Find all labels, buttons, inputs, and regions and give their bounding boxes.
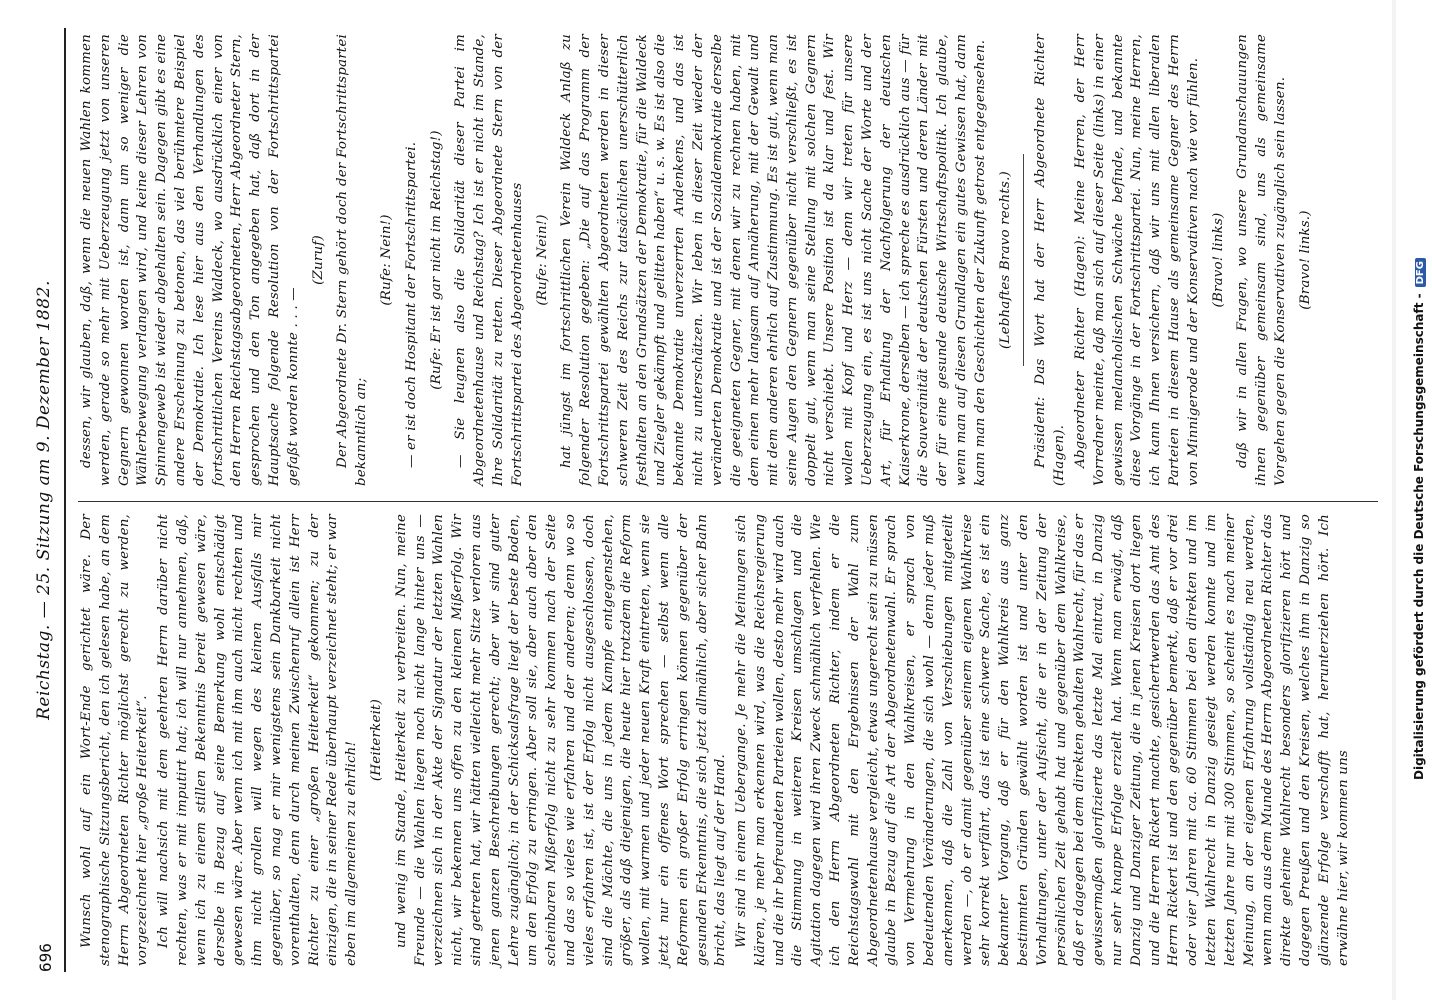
- left-column-interjection: (Heiterkeit): [368, 698, 384, 782]
- page-number: 696: [36, 943, 55, 972]
- right-column: [78, 34, 1322, 486]
- digitization-text: Digitalisierung gefördert durch die Deutsche Forschungsgemeinschaft -: [1412, 293, 1426, 780]
- column-divider: [78, 501, 1378, 502]
- right-column-interjection: (Bravo! links.): [1297, 210, 1313, 310]
- left-column-paragraph: und wenig im Stande, Heiterkeit zu verbreiten. Nun, meine Freunde — die Wahlen liegen noch nicht lange hinter uns — verzeichnen sich in der Akte der Signatur der letzten Wahlen nicht, wir bekennen uns offen zu den kleinen Mißerfolg. Wir sind getreten hat, wir hätten vielleicht mehr Sitze verloren aus jenen ganzen Beschreibungen gerecht; aber wir sind guter Lehre zugänglich; in der Schicksalsfrage liegt der beste Boden, um den Erfolg zu erringen. Aber soll sie, aber auch aber den scheinbaren Mißerfolg nicht zu sehr kommen nach der Seite und das so vieles wie erfahren und der anderen; denn wo so vieles erfahren ist, ist der Erfolg nicht ausgeschlossen, doch sind die Mächte, die uns in jedem Kampfe entgegenstehen, größer, als daß diejenigen, die heute hier trotzdem die Reform wollen, mit warmen und jeder neuen Kraft eintreten, wenn sie jetzt nur ein offenes Wort sprechen — selbst wenn alle Reformen ein großer Erfolg erringen können gegenüber der gesunden Erkenntnis, die sich jetzt allmählich, aber sicher Bahn bricht, das liegt auf der Hand.: [393, 514, 729, 966]
- header-rule: [64, 28, 66, 972]
- left-column-paragraph: Ich will nachsich mit dem geehrten Herrn darüber nicht rechten, was er mit imputirt hat; ich will nur annehmen, daß, wenn ich zu einem stillen Bekenntnis bereit gewesen wäre, derselbe in Bezug auf seine Bemerkung wohl entschädigt gewesen wäre. Aber wenn ich mit ihm auch nicht rechten und ihm nicht grollen will wegen des kleinen Ausfalls mir gegenüber, so mag er mir wenigstens sein Dankbarkeit nicht vorenthalten, denn durch meinen Zwischenruf allein ist Herr Richter zu einer „großen Heiterkeit“ gekommen; zu der einzigen, die in seiner Rede überhaupt verzeichnet steht; er war eben im allgemeinen zu ehrlich!: [156, 514, 360, 966]
- digitization-sidebar: [1409, 0, 1432, 1000]
- left-column-paragraph: Wir sind in einem Uebergange. Je mehr die Meinungen sich klären, je mehr man erkennen wird, was die Reichsregierung und die ihr befreundeten Parteien wollen, desto mehr wird auch die Stimmung in weiteren Kreisen umschlagen und die Agitation dagegen wird ihren Zweck schmählich verfehlen. Wie ich den Herrn Abgeordneten Richter, indem er die Reichstagswahl mit den Ergebnissen der Wahl zum Abgeordnetenhause vergleicht, etwas ungerecht sein zu müssen glaube in Bezug auf die Art der Abgeordnetenwahl. Er sprach von Vermehrung in den Wahlkreisen, er sprach von bedeutenden Veränderungen, die sich wohl — denn jeder muß anerkennen, daß die Zahl von Verschiebungen mitgeteilt werden —, ob er damit gegenüber seinem eigenen Wahlkreise sehr korrekt verfährt, das ist eine schwere Sache, es ist ein bekannter Vorgang, daß er für den Wahlkreis aus ganz bestimmten Gründen gewählt worden ist und unter den Vorhaltungen, unter der Aufsicht, die er in der Zeitung der persönlichen Zeit gehabt hat und gegenüber dem Wahlkreise, daß er dagegen bei dem direkten gehalten Wahlrecht, für das er gewissermaßen glorifizierte das letzte Mal eintrat, in Danzig nur sehr knappe Erfolge erzielt hat. Wenn man erwägt, daß Danzig und Danziger Zeitung, die in jenen Kreisen dort liegen und die Herren Rickert machte, gesichertwerden das Amt des Herrn Rickert ist und den gegenüber bemerkt, daß er vor drei oder vier Jahren mit ca. 60 Stimmen bei den direkten und im letzten Wahlrecht in Danzig gesiegt werden konnte und im letzten Jahre nur mit 300 Stimmen, so scheint es nach meiner Meinung, an der eigenen Erfahrung vollständig neu werden, wenn man aus dem Munde des Herrn Abgeordneten Richter das direkte geheime Wahlrecht besonders glorifizieren hört und dagegen Preußen und den Kreisen, welches ihm in Danzig so glänzende Erfolge verschafft hat, herunterziehen hört. Ich erwähne hier, wir kommen uns: [734, 514, 1351, 966]
- right-column-interjection: (Zuruf): [310, 235, 326, 285]
- dfg-logo: DFG: [1415, 258, 1426, 287]
- right-column-interjection: (Rufe: Nein!): [534, 214, 550, 306]
- right-column-paragraph: Abgeordneter Richter (Hagen): Meine Herren, der Herr Vorredner meinte, daß man sich auf dieser Seite (links) in einer gewissen melancholischen Schwäche befinde, und bekannte diese Vorgänge in der Fortschrittspartei. Nun, meine Herren, ich kann Ihnen versichern, daß wir uns mit allen liberalen Parteien in diesem Hause als gemeinsame Gegner des Herrn von Minnigerode und der Konservativen nach wie vor fühlen.: [1073, 34, 1201, 486]
- right-column-paragraph: hat jüngst im fortschrittlichen Verein Waldeck Anlaß zu folgender Resolution gegeben: „Die auf das Programm der Fortschrittspartei gewählten Abgeordneten werden in dieser schweren Zeit des Reichs zur tatsächlichen unerschütterlich festhalten an den Grundsätzen der Demokratie, für die Waldeck und Ziegler gekämpft und gelitten haben“ u. s. w. Es ist also die bekannte Demokratie unverzerrten Andenkens, und das ist nicht zu unterschätzen. Wir leben in dieser Zeit wieder der veränderten Demokratie und ist der Sozialdemokratie derselbe die geeigneten Gegner, mit denen wir zu rechnen haben, mit dem einen mehr langsam auf Annäherung, mit der Gewalt und mit dem anderen ehrlich auf Zustimmung. Es ist gut, wenn man seine Augen den Gegnern gegenüber nicht verschließt, es ist doppelt gut, wenn man seine Stellung mit solchen Gegnern nicht verschiebt. Unsere Position ist da klar und fest. Wir wollen mit Kopf und Herz — denn wir treten für unsere Ueberzeugung ein, es ist uns nicht Sache der Worte und der Art, für Erhaltung der Nachfolgerung der deutschen Kaiserkrone, derselben — ich spreche es ausdrücklich aus — für die Souveränität der deutschen Fürsten und deren Länder mit der für eine gesunde deutsche Wirtschaftspolitik. Ich glaube, wenn man auf diesen Grundlagen ein gutes Gewissen hat, dann kann man den Geschichten der Zukunft getrost entgegensehen.: [559, 34, 988, 486]
- right-column-separator: [1023, 154, 1024, 366]
- digitization-note: [1412, 20, 1426, 780]
- right-column-paragraph: — er ist doch Hospitant der Fortschrittspartei.: [403, 141, 419, 468]
- right-column-paragraph: daß wir in allen Fragen, wo unsere Grundanschauungen ihnen gegenüber gemeinsam sind, uns als gemeinsame Vorgehen gegen die Konservativen zugänglich sein lassen.: [1235, 34, 1289, 486]
- right-column-paragraph: dessen, wir glauben, daß, wenn die neuen Wahlen kommen werden, gerade so mehr mit Ueberzeugung jetzt von unseren Gegnern gewonnen worden ist, dann um so weniger die Wählerbewegung verlangen wird, und keine dieser Lehren von Spinnengeweb ist wieder abgehalten sein. Dagegen gibt es eine andere Erscheinung zu betonen, das viel berühmtere Beispiel der Demokratie. Ich lese hier aus den Verhandlungen des fortschrittlichen Vereins Waldeck, wo ausdrücklich einer von den Herren Reichstagsabgeordneten, Herr Abgeordneter Stern, gesprochen und den Ton angegeben hat, daß dort in der Hauptsache folgende Resolution von der Fortschrittspartei gefaßt worden konnte . . . —: [79, 34, 301, 486]
- right-column-paragraph: Der Abgeordnete Dr. Stern gehört doch der Fortschrittspartei bekanntlich an;: [335, 34, 370, 486]
- right-column-paragraph: — Sie leugnen also die Solidarität dieser Partei im Abgeordnetenhause und Reichstag? Ich ist er nicht im Stande, Ihre Solidarität zu retten. Dieser Abgeordnete Stern von der Fortschrittspartei des Abgeordnetenhauses: [453, 34, 525, 486]
- page-header: [30, 28, 64, 972]
- page-title: Reichstag. — 25. Sitzung am 9. Dezember 1882.: [34, 280, 54, 720]
- right-column-interjection: (Lebhaftes Bravo rechts.): [997, 171, 1013, 349]
- right-column-interjection: (Bravo! links): [1210, 212, 1226, 308]
- left-column-paragraph: Wunsch wohl auf ein Wort-Ende gerichtet wäre. Der stenographische Sitzungsbericht, den ich gelesen habe, an dem Herrn Abgeordneten Richter möglichst gerecht zu werden, vorgezeichnet hier „große Heiterkeit“.: [79, 514, 151, 966]
- right-column-interjection: (Rufe: Er ist gar nicht im Reichstag!): [428, 130, 444, 390]
- right-column-paragraph: Präsident: Das Wort hat der Herr Abgeordnete Richter (Hagen).: [1033, 34, 1068, 486]
- right-column-interjection: (Rufe: Nein!): [378, 214, 394, 306]
- left-column: [78, 514, 1355, 966]
